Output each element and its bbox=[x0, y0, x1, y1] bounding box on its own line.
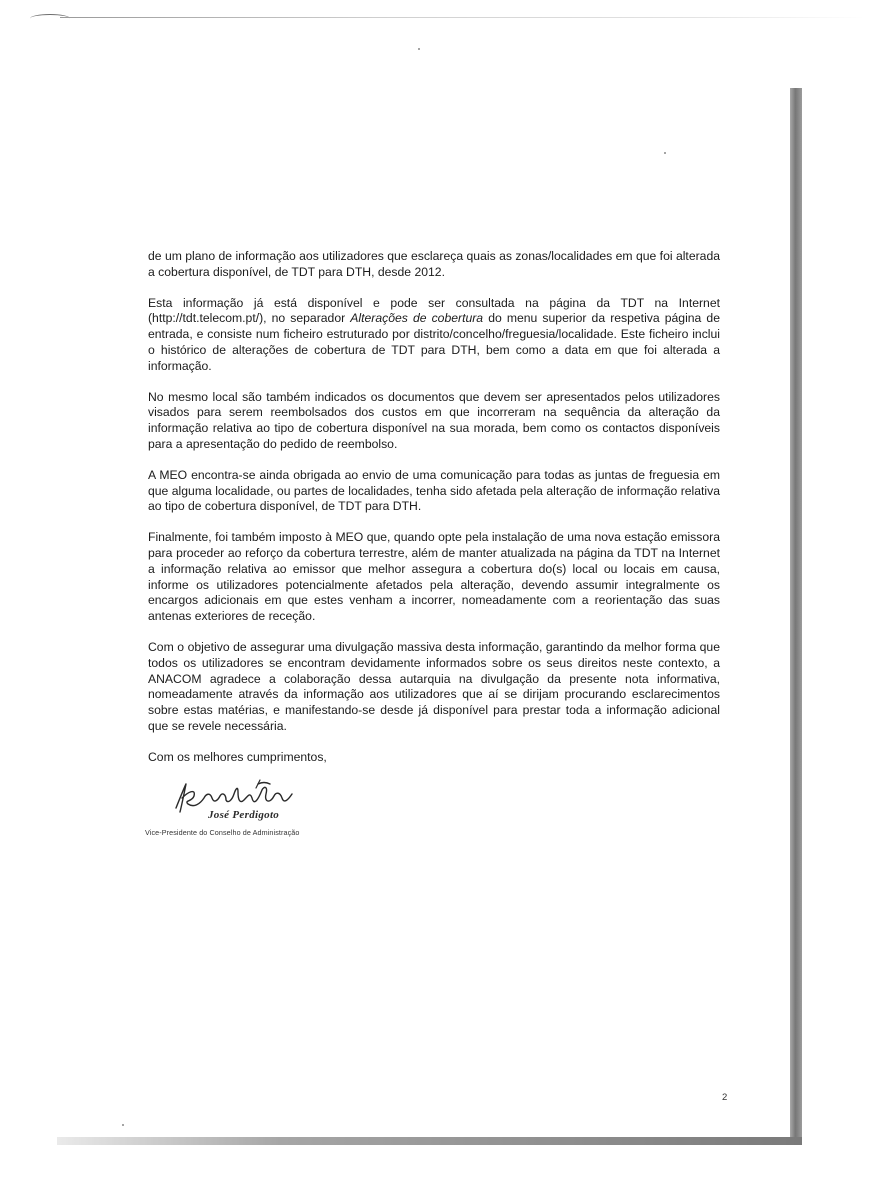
scan-bottom-shadow bbox=[57, 1137, 802, 1145]
paragraph-5: Finalmente, foi também imposto à MEO que, quando opte pela instalação de uma nova estação emissora para proceder ao reforço da cobertura terrestre, além de manter atualizada na página da TDT na Internet a informação relativa ao emissor que melhor assegura a cobertura do(s) local ou locais em causa, informe os utilizadores potencialmente afetados pela alteração, devendo assumir integralmente os encargos adicionais em que estes venham a incorrer, nomeadamente com a reorientação das suas antenas exteriores de receção. bbox=[148, 530, 720, 624]
scan-top-edge bbox=[60, 17, 865, 18]
paragraph-2 bbox=[148, 296, 720, 375]
scan-speck bbox=[664, 152, 666, 154]
scan-mark bbox=[30, 14, 70, 23]
paragraph-4: A MEO encontra-se ainda obrigada ao envio de uma comunicação para todas as juntas de freguesia em que alguma localidade, ou partes de localidades, tenha sido afetada pela alteração de informação relativa ao tipo de cobertura disponível, de TDT para DTH. bbox=[148, 467, 720, 514]
scan-right-shadow bbox=[790, 88, 802, 1143]
letter-body bbox=[148, 249, 720, 781]
signatory-name: José Perdigoto bbox=[208, 809, 280, 821]
paragraph-6: Com o objetivo de assegurar uma divulgação massiva desta informação, garantindo da melhor forma que todos os utilizadores se encontram devidamente informados sobre os seus direitos neste contexto, a ANACOM agradece a colaboração dessa autarquia na divulgação da presente nota informativa, nomeadamente através da informação aos utilizadores que aí se dirijam procurando esclarecimentos sobre estas matérias, e manifestando-se desde já disponível para prestar toda a informação adicional que se revele necessária. bbox=[148, 639, 720, 733]
paragraph-1: de um plano de informação aos utilizadores que esclareça quais as zonas/localidades em que foi alterada a cobertura disponível, de TDT para DTH, desde 2012. bbox=[148, 249, 720, 279]
page-number: 2 bbox=[722, 1092, 728, 1103]
signature-block bbox=[140, 778, 400, 838]
paragraph-3: No mesmo local são também indicados os documentos que devem ser apresentados pelos utilizadores visados para serem reembolsados dos custos em que incorreram na sequência da alteração da informação relativa ao tipo de cobertura disponível na sua morada, bem como os contactos disponíveis para a apresentação do pedido de reembolso. bbox=[148, 389, 720, 451]
scan-speck bbox=[418, 48, 420, 50]
scan-speck bbox=[122, 1124, 124, 1126]
closing-line: Com os melhores cumprimentos, bbox=[148, 749, 327, 764]
paragraph-2-text-b: do menu superior da respetiva página de entrada, e consiste num ficheiro estruturado por distrito/concelho/freguesia/localidade. Este ficheiro inclui o histórico de alterações de cobertura de TDT para DTH, bem como a data em que foi alterada a informação. bbox=[148, 311, 720, 373]
signatory-title: Vice-Presidente do Conselho de Administração bbox=[145, 828, 300, 837]
paragraph-2-text-a: Esta informação já está disponível e pode ser consultada na página da TDT na Internet (http://tdt.telecom.pt/), no separador bbox=[148, 295, 720, 326]
paragraph-2-menu-name: Alterações de cobertura bbox=[350, 311, 484, 326]
